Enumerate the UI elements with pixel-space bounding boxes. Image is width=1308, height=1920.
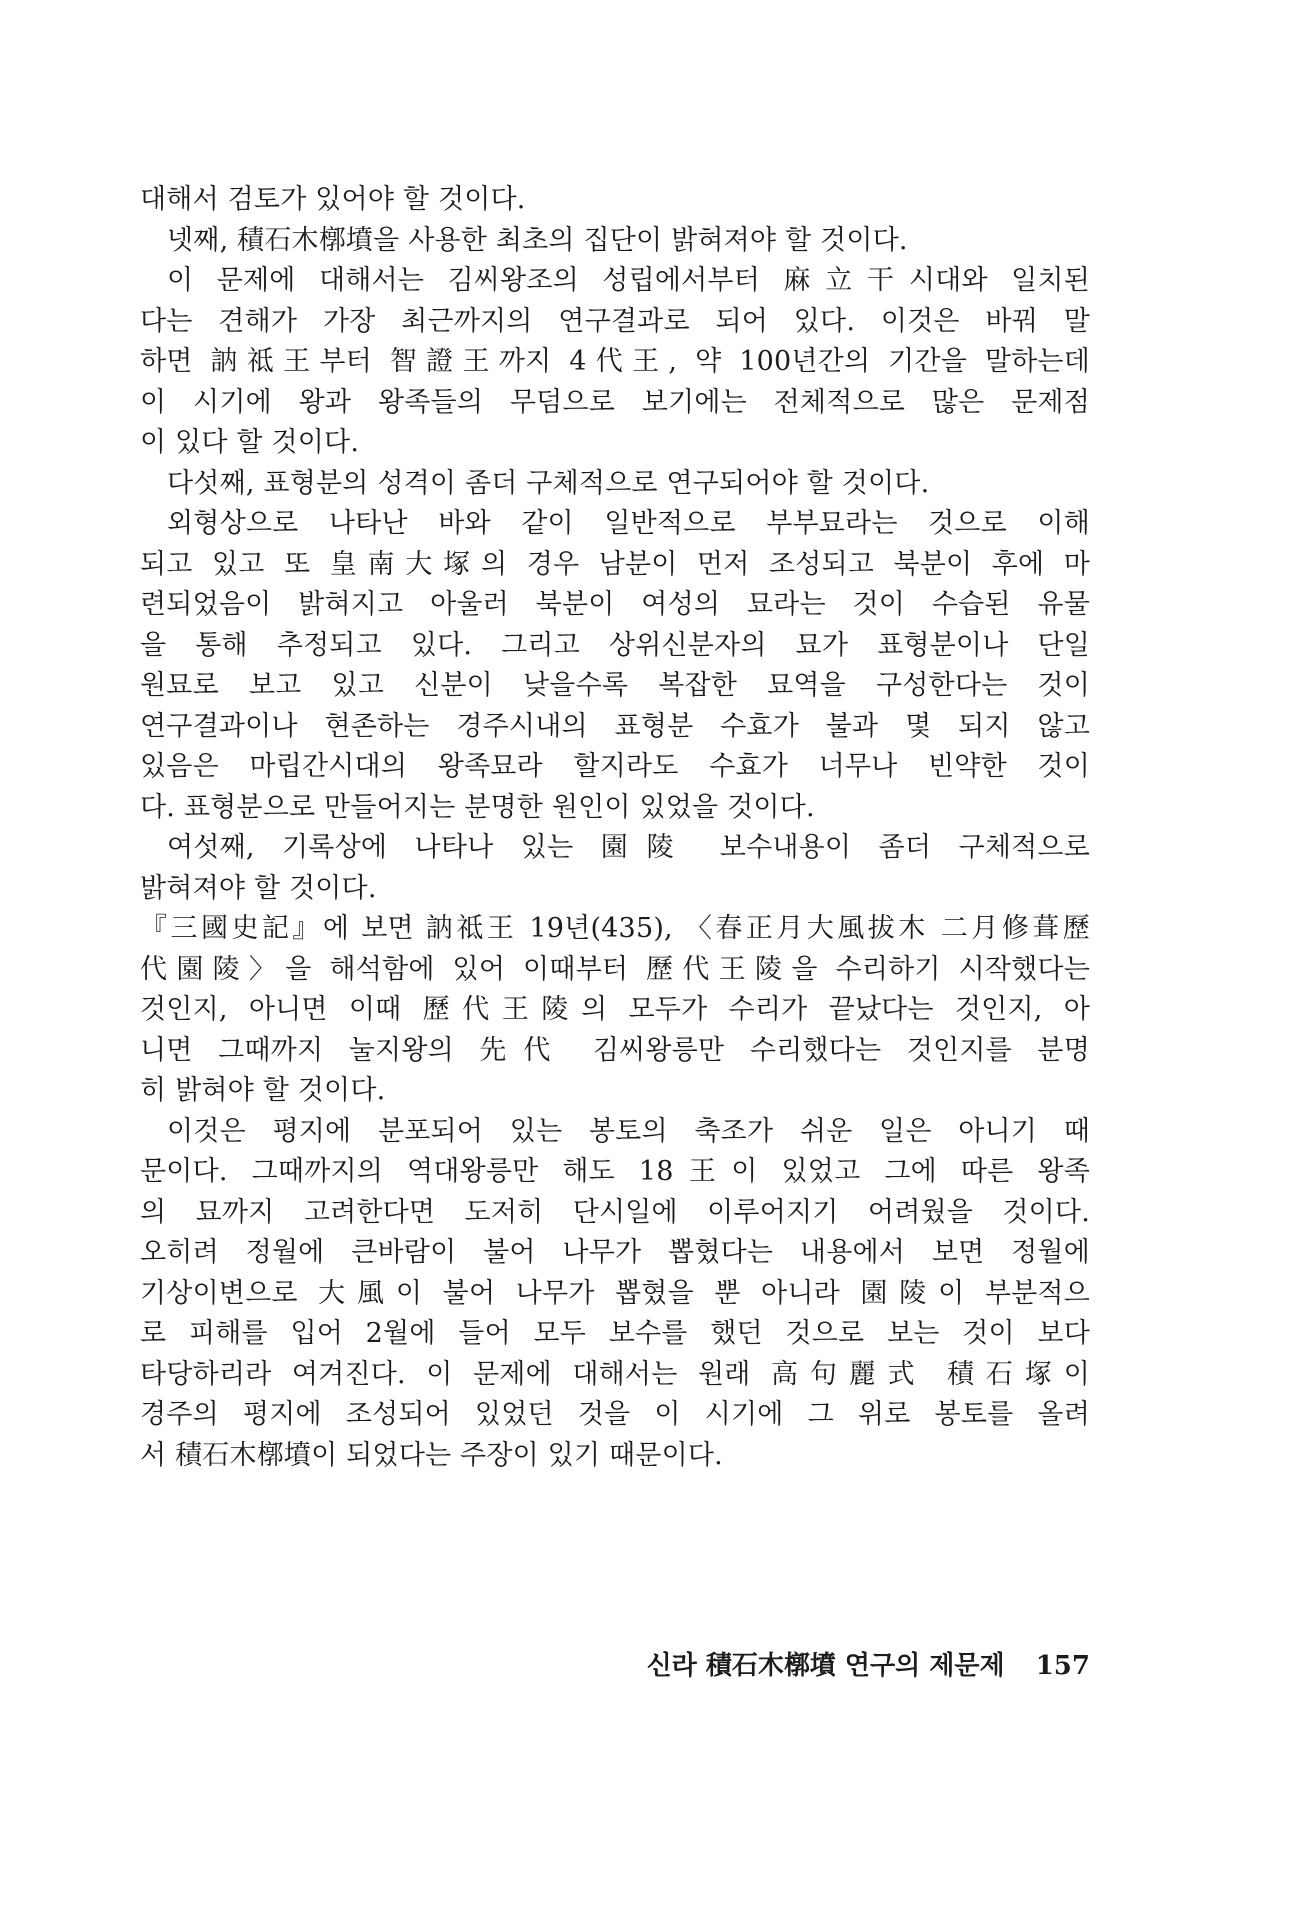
page-number: 157 xyxy=(1035,1651,1090,1681)
text-line: 있음은 마립간시대의 왕족묘라 할지라도 수효가 너무나 빈약한 것이 xyxy=(140,751,1090,782)
text-line: 연구결과이나 현존하는 경주시내의 표형분 수효가 불과 몇 되지 않고 xyxy=(140,710,1090,742)
text-line: 원묘로 보고 있고 신분이 낮을수록 복잡한 묘역을 구성한다는 것이 xyxy=(140,670,1090,701)
text-line: 이 있다 할 것이다. xyxy=(140,427,360,458)
text-line: 다. 표형분으로 만들어지는 분명한 원인이 있었을 것이다. xyxy=(140,791,815,823)
text-line: 밝혀져야 할 것이다. xyxy=(140,872,377,904)
text-line: 니면 그때까지 눌지왕의 先代 김씨왕릉만 수리했다는 것인지를 분명 xyxy=(140,1034,1090,1066)
text-line: 되고 있고 또 皇南大塚의 경우 남분이 먼저 조성되고 북분이 후에 마 xyxy=(140,548,1090,580)
text-line: 경주의 평지에 조성되어 있었던 것을 이 시기에 그 위로 봉토를 올려 xyxy=(140,1399,1090,1430)
text-line: 의 묘까지 고려한다면 도저히 단시일에 이루어지기 어려웠을 것이다. xyxy=(140,1196,1090,1228)
body-text xyxy=(140,180,1090,1476)
text-line: 기상이변으로 大風이 불어 나무가 뽑혔을 뿐 아니라 園陵이 부분적으 xyxy=(140,1277,1090,1309)
text-line: 이 시기에 왕과 왕족들의 무덤으로 보기에는 전체적으로 많은 문제점 xyxy=(140,386,1090,418)
text-line: 서 積石木槨墳이 되었다는 주장이 있기 때문이다. xyxy=(140,1439,723,1471)
running-title: 신라 積石木槨墳 연구의 제문제 xyxy=(646,1651,1005,1681)
text-line: 타당하리라 여겨진다. 이 문제에 대해서는 원래 高句麗式 積石塚이 xyxy=(140,1358,1090,1390)
text-line: 이 문제에 대해서는 김씨왕조의 성립에서부터 麻立干시대와 일치된 xyxy=(167,265,1090,296)
text-line: 문이다. 그때까지의 역대왕릉만 해도 18王이 있었고 그에 따른 왕족 xyxy=(140,1156,1090,1187)
text-line: 『三國史記』에 보면 訥祗王 19년(435), 〈春正月大風拔木 二月修葺歷 xyxy=(140,913,1090,944)
text-line: 히 밝혀야 할 것이다. xyxy=(140,1075,386,1106)
text-line: 련되었음이 밝혀지고 아울러 북분이 여성의 묘라는 것이 수습된 유물 xyxy=(140,589,1090,620)
text-line: 넷째, 積石木槨墳을 사용한 최초의 집단이 밝혀져야 할 것이다. xyxy=(167,224,908,256)
text-line: 다섯째, 표형분의 성격이 좀더 구체적으로 연구되어야 할 것이다. xyxy=(167,467,930,499)
text-line: 여섯째, 기록상에 나타나 있는 園陵 보수내용이 좀더 구체적으로 xyxy=(167,832,1090,863)
text-line: 외형상으로 나타난 바와 같이 일반적으로 부부묘라는 것으로 이해 xyxy=(167,508,1090,539)
text-line: 대해서 검토가 있어야 할 것이다. xyxy=(140,184,526,215)
text-line: 代園陵〉을 해석함에 있어 이때부터 歷代王陵을 수리하기 시작했다는 xyxy=(140,953,1090,985)
running-footer xyxy=(647,1645,1090,1682)
text-line: 이것은 평지에 분포되어 있는 봉토의 축조가 쉬운 일은 아니기 때 xyxy=(167,1115,1090,1147)
text-line: 을 통해 추정되고 있다. 그리고 상위신분자의 묘가 표형분이나 단일 xyxy=(140,629,1090,661)
text-line: 로 피해를 입어 2월에 들어 모두 보수를 했던 것으로 보는 것이 보다 xyxy=(140,1318,1090,1349)
text-line: 다는 견해가 가장 최근까지의 연구결과로 되어 있다. 이것은 바꿔 말 xyxy=(140,305,1090,337)
text-line: 하면 訥祗王부터 智證王까지 4代王, 약 100년간의 기간을 말하는데 xyxy=(140,346,1090,377)
text-line: 것인지, 아니면 이때 歷代王陵의 모두가 수리가 끝났다는 것인지, 아 xyxy=(140,994,1090,1025)
text-line: 오히려 정월에 큰바람이 불어 나무가 뽑혔다는 내용에서 보면 정월에 xyxy=(140,1237,1090,1268)
